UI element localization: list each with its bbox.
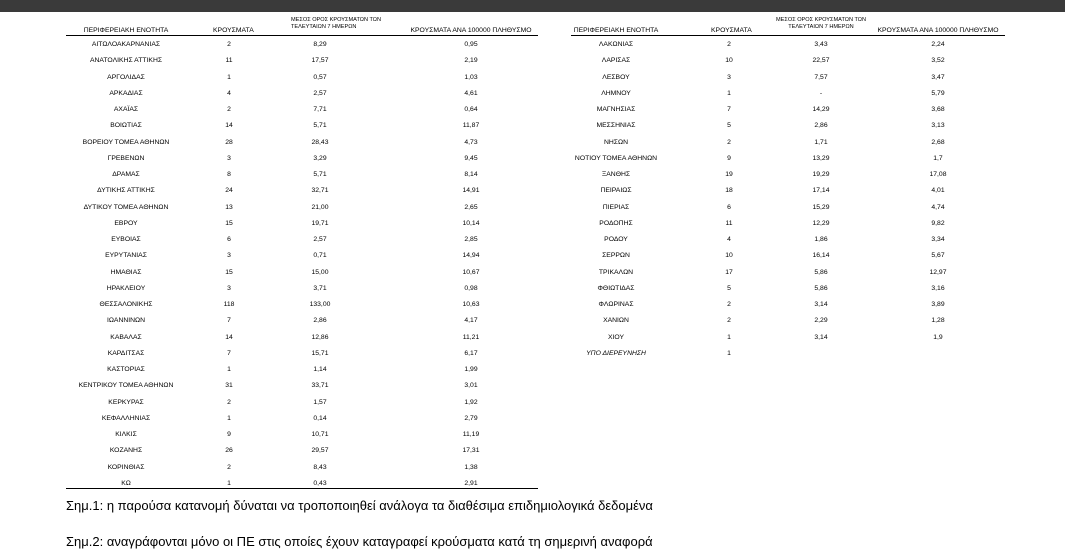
header-per100k: ΚΡΟΥΣΜΑΤΑ ΑΝΑ 100000 ΠΛΗΘΥΣΜΟ	[877, 27, 999, 34]
cell-per100k: 14,94	[462, 252, 480, 260]
cell-unit: ΧΙΟΥ	[607, 333, 625, 341]
cell-unit: ΘΕΣΣΑΛΟΝΙΚΗΣ	[99, 301, 153, 308]
cell-unit: ΔΥΤΙΚΟΥ ΤΟΜΕΑ ΑΘΗΝΩΝ	[83, 203, 169, 211]
cell-cases: 4	[227, 89, 231, 97]
cell-cases: 11	[225, 57, 233, 65]
cell-unit: ΑΙΤΩΛΟΑΚΑΡΝΑΝΙΑΣ	[91, 41, 161, 48]
cell-unit: ΑΡΓΟΛΙΔΑΣ	[107, 73, 145, 81]
cell-unit: ΕΒΡΟΥ	[114, 219, 138, 227]
table-row	[571, 166, 1005, 182]
table-row	[66, 312, 538, 328]
cell-unit: ΞΑΝΘΗΣ	[601, 171, 631, 178]
cell-cases: 18	[725, 187, 733, 195]
cell-per100k: 4,61	[464, 89, 478, 97]
cell-avg: 3,14	[814, 301, 828, 308]
cell-per100k: 1,92	[464, 398, 478, 406]
cell-per100k: 9,82	[931, 219, 945, 227]
cell-avg: 15,71	[311, 349, 329, 357]
cell-avg: 33,71	[311, 382, 329, 390]
cell-cases: 17	[725, 268, 733, 276]
table-row	[66, 134, 538, 150]
note-2: Σημ.2: αναγράφονται μόνο οι ΠΕ στις οποίες έχουν καταγραφεί κρούσματα κατά τη σημερινή αναφορά	[66, 534, 653, 549]
table-row	[571, 345, 1005, 361]
cell-per100k: 2,91	[464, 479, 478, 487]
table-bottom-rule	[66, 488, 538, 489]
cell-per100k: 4,17	[464, 317, 478, 325]
cell-per100k: 4,74	[931, 203, 945, 211]
cell-unit: ΦΛΩΡΙΝΑΣ	[598, 301, 634, 308]
table-row	[571, 101, 1005, 117]
cell-unit: ΠΙΕΡΙΑΣ	[602, 203, 630, 211]
table-row	[571, 312, 1005, 328]
cell-cases: 14	[225, 122, 233, 130]
table-row	[571, 69, 1005, 85]
cell-avg: 3,29	[313, 154, 327, 162]
cell-cases: 1	[727, 333, 731, 341]
cell-cases: 26	[225, 447, 233, 455]
cell-per100k: 2,19	[464, 57, 478, 65]
cell-cases: 1	[227, 73, 231, 81]
cell-cases: 28	[225, 138, 233, 146]
cell-cases: 5	[727, 284, 731, 292]
table-row	[571, 280, 1005, 296]
cell-avg: 0,43	[313, 479, 327, 487]
cell-unit: ΛΑΚΩΝΙΑΣ	[598, 41, 634, 48]
cell-per100k: 6,17	[464, 349, 478, 357]
top-bar	[0, 0, 1065, 12]
cell-unit: ΜΑΓΝΗΣΙΑΣ	[596, 106, 636, 113]
cell-cases: 5	[727, 122, 731, 130]
cell-unit: ΚΑΡΔΙΤΣΑΣ	[107, 349, 145, 357]
cell-per100k: 11,19	[462, 431, 480, 438]
cell-per100k: 1,28	[931, 317, 945, 325]
header-avg-line1: ΜΕΣΟΣ ΟΡΟΣ ΚΡΟΥΣΜΑΤΩΝ ΤΩΝ	[291, 17, 381, 23]
cell-per100k: 1,99	[464, 366, 478, 373]
right-table-body	[571, 36, 1005, 361]
cell-unit: ΜΕΣΣΗΝΙΑΣ	[596, 122, 636, 130]
cell-unit: ΚΟΡΙΝΘΙΑΣ	[107, 463, 145, 471]
cell-per100k: 3,89	[931, 301, 945, 308]
cell-cases: 1	[227, 414, 231, 422]
cell-unit: ΚΑΒΑΛΑΣ	[110, 333, 142, 341]
cell-per100k: 3,34	[931, 236, 945, 243]
cell-avg: 8,43	[313, 463, 327, 471]
cell-cases: 2	[727, 138, 731, 146]
cell-avg: 7,71	[313, 106, 327, 113]
cell-per100k: 10,67	[462, 268, 480, 276]
table-row	[66, 36, 538, 52]
cell-per100k: 5,67	[931, 252, 945, 260]
cell-per100k: 2,68	[931, 138, 945, 146]
cell-unit: ΔΡΑΜΑΣ	[112, 171, 140, 178]
cell-cases: 15	[225, 219, 233, 227]
cell-avg: 1,71	[814, 138, 828, 146]
cell-avg: 13,29	[812, 154, 830, 162]
table-row	[66, 231, 538, 247]
cell-cases: 6	[227, 236, 231, 243]
header-cases: ΚΡΟΥΣΜΑΤΑ	[711, 27, 752, 34]
cell-unit: ΕΥΒΟΙΑΣ	[111, 236, 141, 243]
cell-cases: 10	[725, 252, 733, 260]
cell-cases: 7	[227, 349, 231, 357]
cell-per100k: 1,03	[464, 73, 478, 81]
cell-unit: ΛΗΜΝΟΥ	[601, 89, 631, 97]
cell-per100k: 17,31	[462, 447, 480, 455]
cell-cases: 2	[227, 398, 231, 406]
table-row	[66, 182, 538, 198]
table-row	[571, 231, 1005, 247]
cell-cases: 1	[227, 366, 231, 373]
header-avg-line1: ΜΕΣΟΣ ΟΡΟΣ ΚΡΟΥΣΜΑΤΩΝ ΤΩΝ	[776, 17, 866, 23]
cell-cases: 8	[227, 171, 231, 178]
table-row	[66, 52, 538, 68]
table-row	[66, 247, 538, 263]
cell-unit: ΚΙΛΚΙΣ	[115, 431, 137, 438]
cell-avg: 32,71	[311, 187, 329, 195]
cell-cases: 6	[727, 203, 731, 211]
cell-cases: 2	[227, 463, 231, 471]
header-per100k: ΚΡΟΥΣΜΑΤΑ ΑΝΑ 100000 ΠΛΗΘΥΣΜΟ	[410, 27, 532, 34]
cell-unit: ΓΡΕΒΕΝΩΝ	[107, 154, 145, 162]
table-row	[66, 394, 538, 410]
table-row	[66, 426, 538, 442]
table-row	[571, 117, 1005, 133]
cell-avg: 7,57	[814, 73, 828, 81]
cell-unit: ΡΟΔΟΠΗΣ	[599, 219, 633, 227]
cell-avg: 5,71	[313, 122, 327, 130]
cell-avg: 5,71	[313, 171, 327, 178]
cell-avg: 133,00	[309, 301, 331, 308]
cell-unit: ΚΑΣΤΟΡΙΑΣ	[107, 366, 145, 373]
cell-per100k: 0,64	[464, 106, 478, 113]
cell-cases: 1	[227, 479, 231, 487]
cell-per100k: 10,63	[462, 301, 480, 308]
cell-avg: 1,14	[313, 366, 327, 373]
table-row	[571, 296, 1005, 312]
left-table	[66, 17, 538, 491]
cell-avg: 15,00	[311, 268, 329, 276]
cell-unit: ΗΡΑΚΛΕΙΟΥ	[106, 284, 146, 292]
cell-unit: ΚΟΖΑΝΗΣ	[109, 447, 143, 455]
note-1: Σημ.1: η παρούσα κατανομή δύναται να τροποποιηθεί ανάλογα τα διαθέσιμα επιδημιολογικά δεδομένα	[66, 498, 653, 513]
cell-avg: 16,14	[812, 252, 830, 260]
cell-avg: 19,71	[311, 219, 329, 227]
cell-avg: -	[819, 89, 823, 97]
left-table-header	[66, 17, 538, 36]
table-row	[66, 345, 538, 361]
table-row	[571, 182, 1005, 198]
cell-unit: ΕΥΡΥΤΑΝΙΑΣ	[105, 252, 147, 260]
cell-unit: ΛΑΡΙΣΑΣ	[601, 57, 631, 65]
cell-unit: ΡΟΔΟΥ	[604, 236, 628, 243]
header-avg	[776, 17, 866, 30]
table-row	[66, 280, 538, 296]
table-row	[571, 247, 1005, 263]
cell-per100k: 2,85	[464, 236, 478, 243]
header-avg	[291, 17, 381, 30]
cell-cases: 3	[227, 284, 231, 292]
table-row	[66, 296, 538, 312]
cell-avg: 3,14	[814, 333, 828, 341]
cell-per100k: 1,7	[933, 154, 943, 162]
cell-per100k: 8,14	[464, 171, 478, 178]
cell-cases: 24	[225, 187, 233, 195]
cell-per100k: 4,01	[931, 187, 945, 195]
table-row	[66, 215, 538, 231]
cell-unit: ΔΥΤΙΚΗΣ ΑΤΤΙΚΗΣ	[97, 187, 155, 195]
table-row	[66, 459, 538, 475]
table-row	[66, 264, 538, 280]
cell-cases: 19	[725, 171, 733, 178]
cell-unit: ΥΠΟ ΔΙΕΡΕΥΝΗΣΗ	[586, 349, 646, 357]
table-row	[66, 442, 538, 458]
table-row	[66, 199, 538, 215]
cell-avg: 1,86	[814, 236, 828, 243]
cell-per100k: 4,73	[464, 138, 478, 146]
cell-unit: ΦΘΙΩΤΙΔΑΣ	[597, 284, 635, 292]
cell-cases: 14	[225, 333, 233, 341]
table-row	[66, 166, 538, 182]
cell-cases: 2	[727, 301, 731, 308]
cell-avg: 29,57	[311, 447, 329, 455]
cell-avg: 3,71	[313, 284, 327, 292]
cell-cases: 2	[227, 41, 231, 48]
cell-per100k: 14,91	[462, 187, 480, 195]
table-row	[66, 361, 538, 377]
cell-per100k: 11,87	[462, 122, 480, 130]
header-avg-line2: ΤΕΛΕΥΤΑΙΩΝ 7 ΗΜΕΡΩΝ	[291, 23, 357, 30]
table-row	[571, 215, 1005, 231]
cell-cases: 1	[727, 349, 731, 357]
cell-avg: 8,29	[313, 41, 327, 48]
cell-avg: 2,57	[313, 236, 327, 243]
table-row	[571, 134, 1005, 150]
cell-per100k: 1,9	[933, 333, 943, 341]
cell-cases: 118	[223, 301, 235, 308]
cell-avg: 0,57	[313, 73, 327, 81]
cell-unit: ΧΑΝΙΩΝ	[603, 317, 629, 325]
cell-unit: ΠΕΙΡΑΙΩΣ	[600, 187, 632, 195]
cell-per100k: 2,65	[464, 203, 478, 211]
cell-unit: ΚΕΝΤΡΙΚΟΥ ΤΟΜΕΑ ΑΘΗΝΩΝ	[78, 382, 174, 390]
cell-per100k: 3,13	[931, 122, 945, 130]
cell-unit: ΛΕΣΒΟΥ	[602, 73, 630, 81]
cell-per100k: 5,79	[931, 89, 945, 97]
cell-cases: 15	[225, 268, 233, 276]
cell-per100k: 9,45	[464, 154, 478, 162]
cell-per100k: 1,38	[464, 463, 478, 471]
cell-unit: ΣΕΡΡΩΝ	[602, 252, 630, 260]
table-row	[571, 329, 1005, 345]
table-row	[571, 264, 1005, 280]
cell-unit: ΒΟΙΩΤΙΑΣ	[110, 122, 142, 130]
cell-unit: ΗΜΑΘΙΑΣ	[110, 268, 142, 276]
cell-avg: 10,71	[311, 431, 329, 438]
cell-cases: 3	[227, 252, 231, 260]
header-avg-line2: ΤΕΛΕΥΤΑΙΩΝ 7 ΗΜΕΡΩΝ	[788, 23, 854, 30]
cell-unit: ΚΩ	[121, 479, 131, 487]
table-row	[571, 150, 1005, 166]
table-row	[66, 101, 538, 117]
table-row	[66, 85, 538, 101]
cell-per100k: 17,08	[929, 171, 947, 178]
cell-cases: 2	[727, 41, 731, 48]
cell-cases: 9	[227, 431, 231, 438]
cell-avg: 5,86	[814, 284, 828, 292]
cell-avg: 17,57	[311, 57, 329, 65]
cell-cases: 3	[227, 154, 231, 162]
cell-per100k: 2,79	[464, 414, 478, 422]
cell-avg: 5,86	[814, 268, 828, 276]
cell-avg: 2,57	[313, 89, 327, 97]
header-unit: ΠΕΡΙΦΕΡΕΙΑΚΗ ΕΝΟΤΗΤΑ	[83, 27, 169, 34]
cell-avg: 2,86	[313, 317, 327, 325]
table-row	[571, 36, 1005, 52]
table-row	[571, 199, 1005, 215]
cell-cases: 13	[225, 203, 233, 211]
cell-per100k: 2,24	[931, 41, 945, 48]
cell-avg: 0,14	[313, 414, 327, 422]
cell-avg: 17,14	[812, 187, 830, 195]
cell-unit: ΒΟΡΕΙΟΥ ΤΟΜΕΑ ΑΘΗΝΩΝ	[82, 138, 170, 146]
cell-cases: 31	[225, 382, 233, 390]
cell-unit: ΙΩΑΝΝΙΝΩΝ	[106, 317, 146, 325]
cell-per100k: 0,95	[464, 41, 478, 48]
cell-avg: 0,71	[313, 252, 327, 260]
cell-per100k: 3,01	[464, 382, 478, 390]
cell-avg: 21,00	[311, 203, 329, 211]
cell-cases: 10	[725, 57, 733, 65]
cell-cases: 4	[727, 236, 731, 243]
cell-per100k: 3,52	[931, 57, 945, 65]
header-cases: ΚΡΟΥΣΜΑΤΑ	[213, 27, 254, 34]
cell-avg: 12,86	[311, 333, 329, 341]
cell-cases: 7	[227, 317, 231, 325]
left-table-body	[66, 36, 538, 491]
cell-per100k: 3,16	[931, 284, 945, 292]
cell-avg: 22,57	[812, 57, 830, 65]
cell-unit: ΑΡΚΑΔΙΑΣ	[109, 89, 143, 97]
table-row	[66, 329, 538, 345]
right-table	[571, 17, 1005, 361]
cell-per100k: 3,68	[931, 106, 945, 113]
cell-unit: ΤΡΙΚΑΛΩΝ	[598, 268, 634, 276]
cell-cases: 1	[727, 89, 731, 97]
cell-avg: 28,43	[311, 138, 329, 146]
cell-unit: ΚΕΡΚΥΡΑΣ	[108, 398, 144, 406]
cell-avg: 14,29	[812, 106, 830, 113]
table-row	[66, 410, 538, 426]
right-table-header	[571, 17, 1005, 36]
cell-cases: 9	[727, 154, 731, 162]
table-row	[571, 85, 1005, 101]
cell-per100k: 0,98	[464, 284, 478, 292]
cell-per100k: 11,21	[462, 333, 480, 341]
cell-avg: 1,57	[313, 398, 327, 406]
cell-cases: 7	[727, 106, 731, 113]
table-row	[66, 69, 538, 85]
cell-cases: 2	[227, 106, 231, 113]
cell-avg: 2,86	[814, 122, 828, 130]
cell-cases: 3	[727, 73, 731, 81]
cell-unit: ΝΟΤΙΟΥ ΤΟΜΕΑ ΑΘΗΝΩΝ	[574, 154, 658, 162]
cell-per100k: 3,47	[931, 73, 945, 81]
cell-unit: ΝΗΣΩΝ	[603, 138, 628, 146]
cell-avg: 2,29	[814, 317, 828, 325]
table-row	[571, 52, 1005, 68]
cell-unit: ΑΧΑΪΑΣ	[113, 106, 139, 113]
cell-cases: 11	[725, 219, 733, 227]
cell-unit: ΑΝΑΤΟΛΙΚΗΣ ΑΤΤΙΚΗΣ	[89, 57, 163, 65]
table-row	[66, 117, 538, 133]
header-unit: ΠΕΡΙΦΕΡΕΙΑΚΗ ΕΝΟΤΗΤΑ	[573, 27, 659, 34]
cell-avg: 12,29	[812, 219, 830, 227]
table-row	[66, 150, 538, 166]
cell-avg: 3,43	[814, 41, 828, 48]
cell-avg: 19,29	[812, 171, 830, 178]
cell-cases: 2	[727, 317, 731, 325]
cell-unit: ΚΕΦΑΛΛΗΝΙΑΣ	[101, 414, 151, 422]
cell-per100k: 10,14	[462, 219, 480, 227]
cell-avg: 15,29	[812, 203, 830, 211]
table-row	[66, 377, 538, 393]
cell-per100k: 12,97	[929, 268, 947, 276]
